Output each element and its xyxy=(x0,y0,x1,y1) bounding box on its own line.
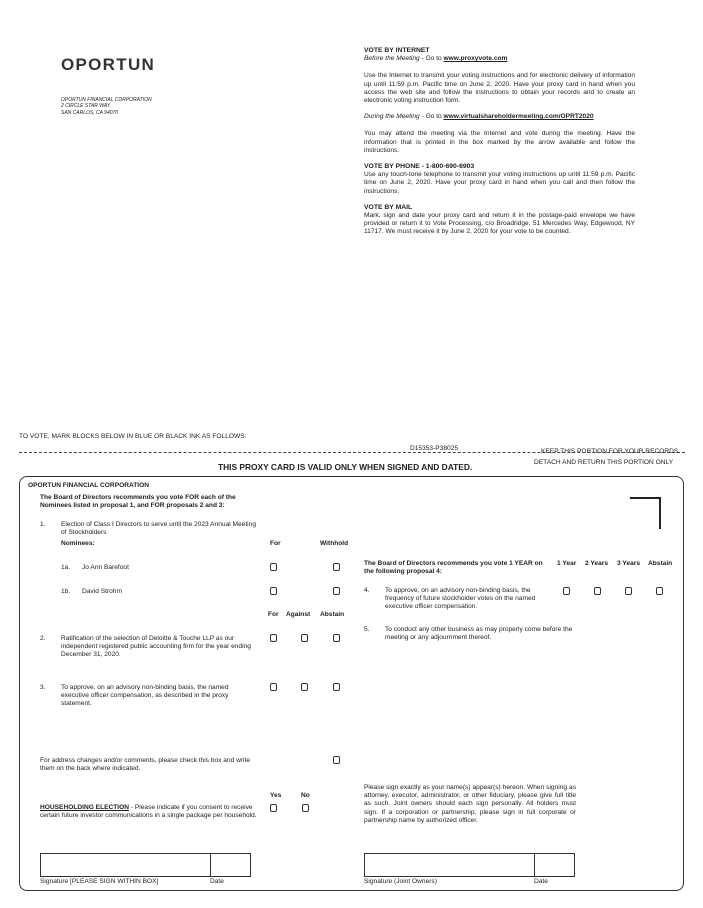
nominee-1b-number: 1b. xyxy=(61,588,71,595)
address-line: OPORTUN FINANCIAL CORPORATION xyxy=(61,97,152,103)
vote-mail-body: Mark, sign and date your proxy card and return it in the postage-paid envelope we have provided or return it to Vote Processing, c/o Broadridge, 51 Mercedes Way, Edgewood, NY 11717. We must receive it by June 2, 2020 for your vote to be counted. xyxy=(364,212,635,236)
detach-line xyxy=(19,452,685,453)
joint-signature-box[interactable] xyxy=(364,853,535,877)
nominee-1b-for-checkbox[interactable] xyxy=(270,587,277,595)
joint-signature-label: Signature (Joint Owners) xyxy=(364,878,437,885)
logo-text: OPORTUN xyxy=(61,55,156,74)
virtual-meeting-link[interactable]: www.virtualshareholdermeeting.com/OPRT2020 xyxy=(443,113,594,121)
nominee-1a-name: Jo Ann Barefoot xyxy=(82,564,129,571)
yes-label: Yes xyxy=(270,792,282,799)
sign-instructions: Please sign exactly as your name(s) appear(s) hereon. When signing as attorney, executor, administrator, or other fiduciary, please give full title as such. Joint owners should each sign personally. All holders must sign. If a corporation or partnership, please sign in full corporate or partnership name by authorized officer. xyxy=(364,784,576,824)
proposal-2-against-checkbox[interactable] xyxy=(301,634,308,642)
proposal-3-for-checkbox[interactable] xyxy=(270,683,277,691)
keep-portion-label: KEEP THIS PORTION FOR YOUR RECORDS xyxy=(541,448,679,455)
proxyvote-link[interactable]: www.proxyvote.com xyxy=(443,55,508,63)
proposal-4-text: To approve, on an advisory non-binding basis, the frequency of future stockholder votes on the named executive officer compensation. xyxy=(385,587,536,611)
before-goto: - Go to xyxy=(419,55,444,63)
col-abstain-label: Abstain xyxy=(320,611,345,618)
col-2-years-label: 2 Years xyxy=(585,560,608,567)
col-for-label: For xyxy=(270,540,281,547)
signature-label: Signature [PLEASE SIGN WITHIN BOX] xyxy=(40,878,159,885)
nominee-1a-for-checkbox[interactable] xyxy=(270,563,277,571)
proposal-4-abstain-checkbox[interactable] xyxy=(656,587,663,595)
nominee-1a-withhold-checkbox[interactable] xyxy=(333,563,340,571)
card-company-name: OPORTUN FINANCIAL CORPORATION xyxy=(28,482,150,489)
col-freq-abstain-label: Abstain xyxy=(648,560,673,567)
nominees-label: Nominees: xyxy=(61,540,95,547)
proposal-1-text: Election of Class I Directors to serve until the 2023 Annual Meeting of Stockholders xyxy=(61,521,256,537)
board-recommendation: The Board of Directors recommends you vote FOR each of the Nominees listed in proposal 1, and FOR proposals 2 and 3: xyxy=(40,494,236,510)
proposal-3-abstain-checkbox[interactable] xyxy=(333,683,340,691)
arrow-marker xyxy=(630,497,661,529)
proposal-2-number: 2. xyxy=(40,635,46,642)
col-against-label: Against xyxy=(286,611,311,618)
nominee-1a-number: 1a. xyxy=(61,564,71,571)
joint-date-box[interactable] xyxy=(534,853,575,877)
joint-date-label: Date xyxy=(534,878,548,885)
before-meeting-label: Before the Meeting xyxy=(364,55,420,63)
col-3-years-label: 3 Years xyxy=(617,560,640,567)
during-goto: - Go to xyxy=(419,113,444,121)
proposal-4-3-years-checkbox[interactable] xyxy=(625,587,632,595)
vote-phone-heading: VOTE BY PHONE - 1-800-690-6903 xyxy=(364,163,475,171)
proposal-3-text: To approve, on an advisory non-binding basis, the named executive officer compensation, as described in the proxy statement. xyxy=(61,684,229,708)
col-for2-label: For xyxy=(268,611,279,618)
during-meeting-label: During the Meeting xyxy=(364,113,420,121)
vote-internet-during-body: You may attend the meeting via the Internet and vote during the meeting. Have the information that is printed in the box marked by the arrow available and follow the instructions. xyxy=(364,130,635,154)
householding-text: - Please indicate if you consent to receive certain future investor communications in a single package per household. xyxy=(40,804,257,820)
householding-election xyxy=(40,804,257,820)
voting-methods xyxy=(364,47,635,237)
date-box[interactable] xyxy=(210,853,251,877)
address-change-checkbox[interactable] xyxy=(333,756,340,764)
proposal-4-2-years-checkbox[interactable] xyxy=(594,587,601,595)
proposal-5-text: To conduct any other business as may properly come before the meeting or any adjournment thereof. xyxy=(385,626,573,642)
householding-title: HOUSEHOLDING ELECTION xyxy=(40,804,130,811)
vote-internet-before-body: Use the Internet to transmit your voting instructions and for electronic delivery of information up until 11:59 p.m. Pacific time on June 2, 2020. Have your proxy card in hand when you access the web site and follow the instructions to obtain your records and to create an electronic voting instruction form. xyxy=(364,72,635,105)
vote-internet-before xyxy=(364,55,635,63)
proposal-1-number: 1. xyxy=(40,521,46,528)
address-change-text: For address changes and/or comments, please check this box and write them on the back where indicated. xyxy=(40,757,251,773)
no-label: No xyxy=(301,792,310,799)
col-withhold-label: Withhold xyxy=(320,540,349,547)
address-line: 2 CIRCLE STAR WAY xyxy=(61,103,111,110)
date-label: Date xyxy=(210,878,224,885)
proposal-3-number: 3. xyxy=(40,684,46,691)
proposal-2-text: Ratification of the selection of Deloitte & Touche LLP as our independent registered public accounting firm for the year ending December 31, 2020. xyxy=(61,635,251,659)
detach-portion-label: DETACH AND RETURN THIS PORTION ONLY xyxy=(534,459,674,466)
company-address xyxy=(61,97,221,116)
proposal-2-for-checkbox[interactable] xyxy=(270,634,277,642)
col-1-year-label: 1 Year xyxy=(557,560,577,567)
vote-phone-body: Use any touch-tone telephone to transmit your voting instructions up until 11:59 p.m. Pacific time on June 2, 2020. Have your proxy card in hand when you call and then follow the instructions. xyxy=(364,171,635,195)
validity-notice: THIS PROXY CARD IS VALID ONLY WHEN SIGNED AND DATED. xyxy=(218,462,473,472)
signature-box[interactable] xyxy=(40,853,211,877)
proposal-5-number: 5. xyxy=(364,626,370,633)
proposal-3-against-checkbox[interactable] xyxy=(301,683,308,691)
frequency-recommendation: The Board of Directors recommends you vote 1 YEAR on the following proposal 4: xyxy=(364,560,543,576)
address-line: SAN CARLOS, CA 94070 xyxy=(61,109,119,116)
mark-instructions: TO VOTE, MARK BLOCKS BELOW IN BLUE OR BLACK INK AS FOLLOWS: xyxy=(19,433,247,440)
vote-internet-heading: VOTE BY INTERNET xyxy=(364,47,430,54)
control-code: D15353-P38025 xyxy=(410,445,459,452)
nominee-1b-name: David Strohm xyxy=(82,588,122,595)
householding-no-checkbox[interactable] xyxy=(302,804,309,812)
proposal-4-1-year-checkbox[interactable] xyxy=(563,587,570,595)
company-logo xyxy=(61,55,155,75)
proposal-2-abstain-checkbox[interactable] xyxy=(333,634,340,642)
proposal-4-number: 4. xyxy=(364,587,370,594)
vote-internet-during xyxy=(364,113,635,121)
nominee-1b-withhold-checkbox[interactable] xyxy=(333,587,340,595)
householding-yes-checkbox[interactable] xyxy=(270,804,277,812)
vote-mail-heading: VOTE BY MAIL xyxy=(364,203,413,211)
